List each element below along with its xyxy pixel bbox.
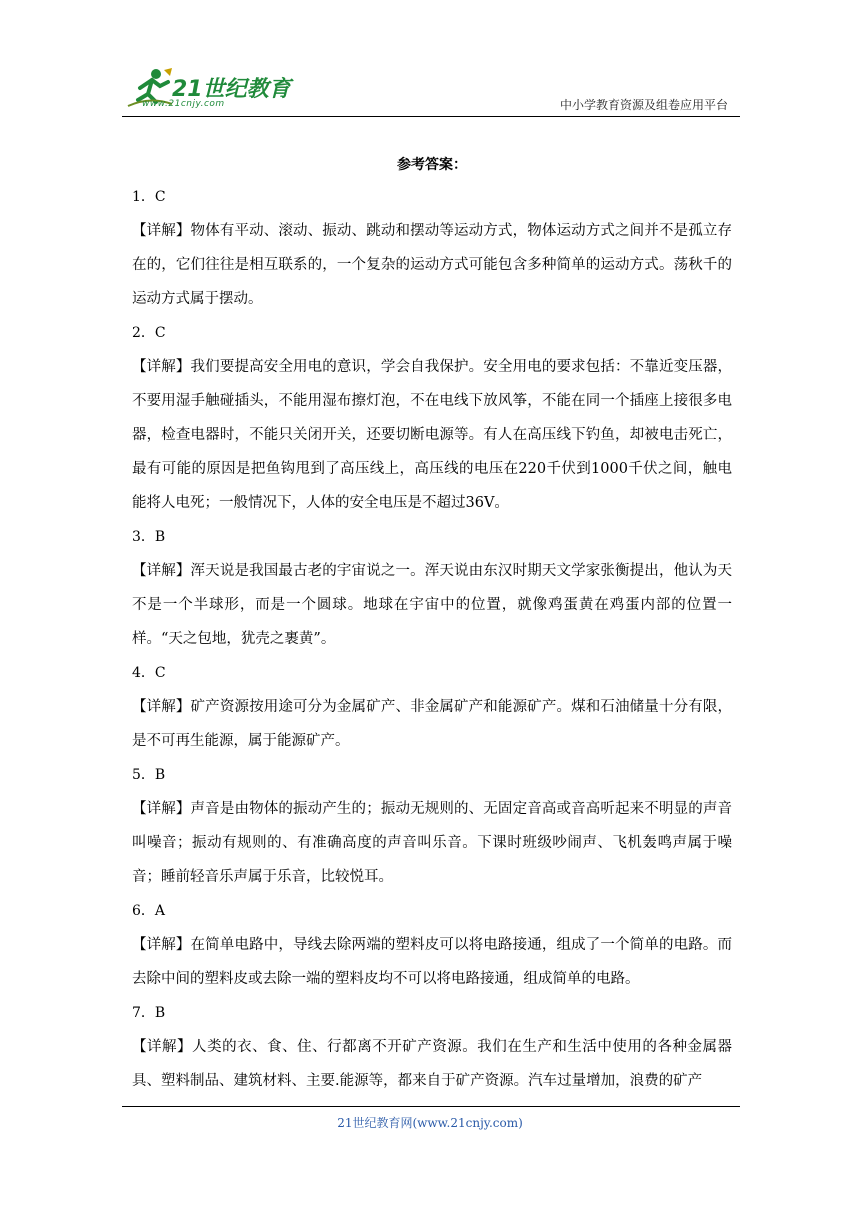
page-title: 参考答案： bbox=[397, 157, 467, 173]
answer-content bbox=[132, 150, 732, 1098]
header-divider bbox=[122, 116, 740, 117]
platform-label: 中小学教育资源及组卷应用平台 bbox=[559, 98, 728, 112]
footer-divider bbox=[122, 1106, 740, 1107]
answer-detail: 【详解】人类的衣、食、住、行都离不开矿产资源。我们在生产和生活中使用的各种金属器具、塑料制品、建筑材料、主要.能源等，都来自于矿产资源。汽车过量增加，浪费的矿产 bbox=[132, 1039, 732, 1089]
answer-item bbox=[132, 758, 732, 894]
answer-detail: 【详解】声音是由物体的振动产生的；振动无规则的、无固定音高或音高听起来不明显的声音叫噪音；振动有规则的、有准确高度的声音叫乐音。下课时班级吵闹声、飞机轰鸣声属于噪音；睡前轻音乐声属于乐音，比较悦耳。 bbox=[132, 801, 732, 885]
logo-text: 21世纪教育 bbox=[172, 77, 291, 102]
answer-label: 5．B bbox=[132, 767, 166, 783]
answer-item bbox=[132, 520, 732, 656]
answer-item bbox=[132, 894, 732, 996]
footer-link[interactable]: 21世纪教育网(www.21cnjy.com) bbox=[337, 1116, 523, 1130]
answer-label: 6．A bbox=[132, 903, 166, 919]
site-logo[interactable] bbox=[122, 64, 302, 114]
answer-detail: 【详解】物体有平动、滚动、振动、跳动和摆动等运动方式，物体运动方式之间并不是孤立存在的，它们往往是相互联系的，一个复杂的运动方式可能包含多种简单的运动方式。荡秋千的运动方式属于摆动。 bbox=[132, 223, 732, 307]
answer-item bbox=[132, 316, 732, 520]
logo-url: www.21cnjy.com bbox=[142, 99, 225, 109]
answer-detail: 【详解】矿产资源按用途可分为金属矿产、非金属矿产和能源矿产。煤和石油储量十分有限，是不可再生能源，属于能源矿产。 bbox=[132, 699, 732, 749]
answer-detail: 【详解】在简单电路中，导线去除两端的塑料皮可以将电路接通，组成了一个简单的电路。而去除中间的塑料皮或去除一端的塑料皮均不可以将电路接通，组成简单的电路。 bbox=[132, 937, 732, 987]
answer-label: 1．C bbox=[132, 189, 166, 205]
answer-detail: 【详解】我们要提高安全用电的意识，学会自我保护。安全用电的要求包括：不靠近变压器，不要用湿手触碰插头，不能用湿布擦灯泡，不在电线下放风筝，不能在同一个插座上接很多电器，检查电器时，不能只关闭开关，还要切断电源等。有人在高压线下钓鱼，却被电击死亡，最有可能的原因是把鱼钩甩到了高压线上，高压线的电压在220千伏到1000千伏之间，触电能将人电死；一般情况下，人体的安全电压是不超过36V。 bbox=[132, 359, 732, 511]
page-header bbox=[122, 64, 740, 118]
answer-label: 4．C bbox=[132, 665, 166, 681]
answer-label: 2．C bbox=[132, 325, 166, 341]
answer-item bbox=[132, 656, 732, 758]
answer-item bbox=[132, 996, 732, 1098]
answer-item bbox=[132, 180, 732, 316]
answer-detail: 【详解】浑天说是我国最古老的宇宙说之一。浑天说由东汉时期天文学家张衡提出，他认为天不是一个半球形，而是一个圆球。地球在宇宙中的位置，就像鸡蛋黄在鸡蛋内部的位置一样。“天之包地，犹壳之裹黄”。 bbox=[132, 563, 732, 647]
answer-label: 3．B bbox=[132, 529, 166, 545]
answer-label: 7．B bbox=[132, 1005, 166, 1021]
